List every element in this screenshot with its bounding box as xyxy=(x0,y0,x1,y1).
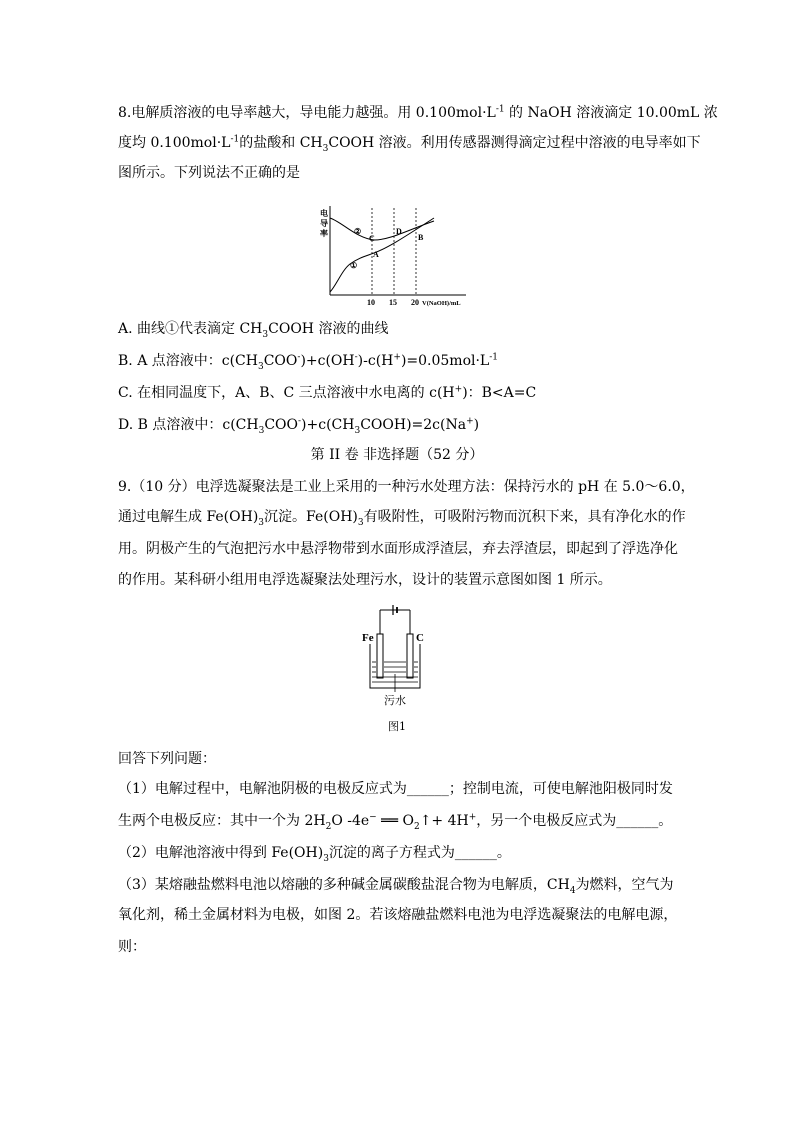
q9-stem-line4: 的作用。某科研小组用电浮选凝聚法处理污水，设计的装置示意图如图 1 所示。 xyxy=(118,572,612,588)
q8-option-a: A. 曲线①代表滴定 $CH_3COOH$ 溶液的曲线 xyxy=(118,321,389,340)
answer-intro: 回答下列问题： xyxy=(118,751,216,767)
chart-ylabel-1: 电 xyxy=(320,209,328,218)
q9-part1-line2: 生两个电极反应：其中一个为 $2H_2O$ -4e− ══ $O_2↑+ 4H^+$，另一个电极反应式为______。 xyxy=(118,812,673,832)
q8-stem-line3: 图所示。下列说法不正确的是 xyxy=(118,165,300,181)
tick-20: 20 xyxy=(411,298,419,307)
q8-stem-line2: 度均 $0.100mol\cdot L^{-1}$的盐酸和 $CH_3COOH$ 溶液。利用传感器测得滴定过程中溶液的电导率如下 xyxy=(118,134,701,154)
q9-part3-line2: 氧化剂，稀土金属材料为电极，如图 2。若该熔融盐燃料电池为电浮选凝聚法的电解电源， xyxy=(118,907,678,923)
figure-1-caption: 图1 xyxy=(388,720,406,733)
q9-stem-line1: 9.（10 分）电浮选凝聚法是工业上采用的一种污水处理方法：保持污水的 pH 在 5.0～6.0， xyxy=(118,479,695,495)
point-d-label: D xyxy=(396,227,402,236)
curve-2-label: ② xyxy=(354,227,362,236)
point-a-label: A xyxy=(373,250,379,259)
c-electrode xyxy=(407,634,413,678)
conductivity-chart xyxy=(316,204,476,310)
q8-option-d: D. B 点溶液中：$c(CH_3COO^-)+c(CH_3COOH)=2c(Na^+)$ xyxy=(118,416,480,436)
q9-part1-line1: （1）电解过程中，电解池阴极的电极反应式为______；控制电流，可使电解池阳极同时发 xyxy=(118,781,673,797)
q8-stem-line1: 8.电解质溶液的电导率越大，导电能力越强。用 $0.100mol\cdot L^{-1}$ 的 NaOH 溶液滴定 10.00mL 浓 xyxy=(118,104,718,121)
point-b-label: B xyxy=(418,233,424,242)
q9-part3-line1: （3）某熔融盐燃料电池以熔融的多种碱金属碳酸盐混合物为电解质，$CH_4$为燃料，空气为 xyxy=(118,877,674,896)
curve-1 xyxy=(330,218,434,292)
chart-ylabel-3: 率 xyxy=(320,229,328,238)
q9-stem-line3: 用。阴极产生的气泡把污水中悬浮物带到水面形成浮渣层，弃去浮渣层，即起到了浮选净化 xyxy=(118,541,678,557)
q9-stem-line2: 通过电解生成 $Fe(OH)_3$沉淀。$Fe(OH)_3$有吸附性，可吸附污物而沉积下来，具有净化水的作 xyxy=(118,509,686,528)
tick-10: 10 xyxy=(367,298,375,307)
curve-1-label: ① xyxy=(350,261,358,270)
c-label: C xyxy=(416,632,424,644)
fe-label: Fe xyxy=(362,632,374,644)
q9-part2: （2）电解池溶液中得到 $Fe(OH)_3$沉淀的离子方程式为______。 xyxy=(118,845,511,864)
chart-xlabel: V(NaOH)/mL xyxy=(422,300,461,307)
water-label: 污水 xyxy=(384,694,406,707)
tick-15: 15 xyxy=(389,298,397,307)
section-heading: 第 II 卷 非选择题（52 分） xyxy=(310,447,484,463)
q9-part3-line3: 则： xyxy=(118,939,146,955)
electrolysis-apparatus-figure xyxy=(360,604,440,708)
q8-option-c: C. 在相同温度下，A、B、C 三点溶液中水电离的 c(H+)：B<A=C xyxy=(118,384,537,401)
point-c-label: C xyxy=(369,234,375,243)
fe-electrode xyxy=(377,634,383,678)
chart-ylabel-2: 导 xyxy=(320,219,328,228)
q8-option-b: B. A 点溶液中：$c(CH_3COO^-)+c(OH^-)-c(H^+)=0.05mol\cdot L^{-1}$ xyxy=(118,352,499,372)
